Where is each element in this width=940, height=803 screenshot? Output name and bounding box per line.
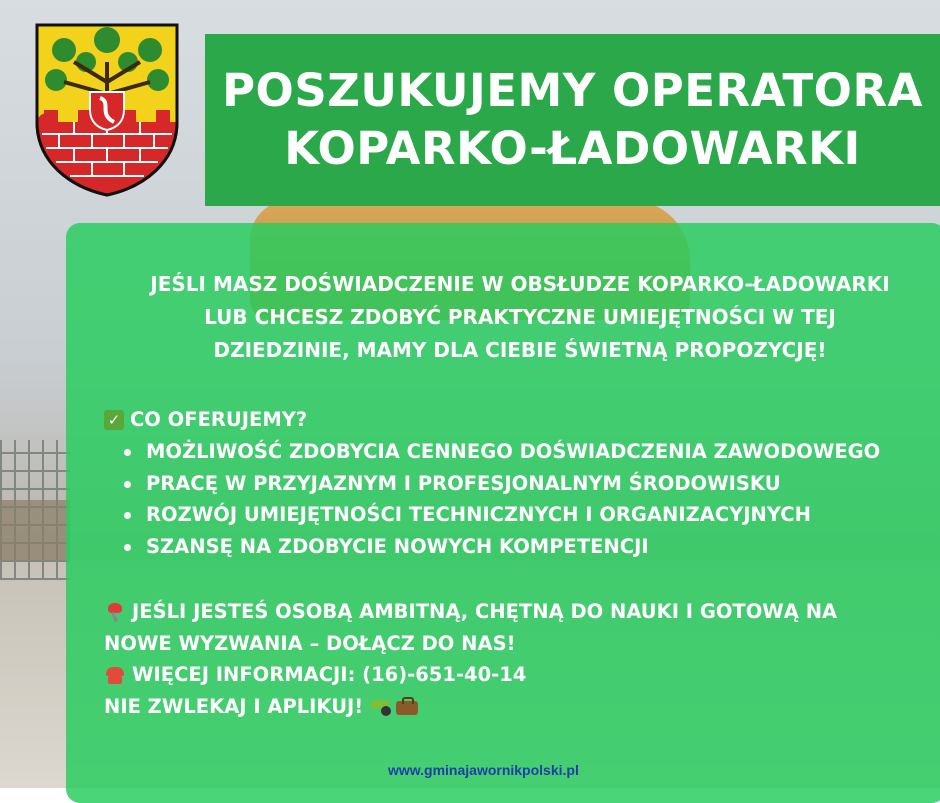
intro-line-3: DZIEDZINIE, MAMY DLA CIEBIE ŚWIETNĄ PROPOZYCJĘ! xyxy=(213,338,827,362)
title-line-2: KOPARKO-ŁADOWARKI xyxy=(284,122,861,175)
info-text: WIĘCEJ INFORMACJI: (16)-651-40-14 xyxy=(132,663,527,686)
tractor-icon xyxy=(369,696,393,716)
pushpin-icon xyxy=(104,601,126,623)
check-mark-icon: ✓ xyxy=(104,410,124,430)
cta-line-2: NOWE WYZWANIA – DOŁĄCZ DO NAS! xyxy=(104,631,516,655)
intro-text xyxy=(100,268,940,367)
background-debris xyxy=(0,500,70,560)
coat-of-arms-icon xyxy=(34,22,180,198)
list-item: SZANSĘ NA ZDOBYCIE NOWYCH KOMPETENCJI xyxy=(104,531,934,563)
cta-line-1 xyxy=(104,596,934,628)
list-item: MOŻLIWOŚĆ ZDOBYCIA CENNEGO DOŚWIADCZENIA ZAWODOWEGO xyxy=(104,436,934,468)
offer-list xyxy=(104,436,934,562)
info-line xyxy=(104,659,934,691)
offer-section xyxy=(104,404,934,562)
list-item: ROZWÓJ UMIEJĘTNOŚCI TECHNICZNYCH I ORGANIZACYJNYCH xyxy=(104,499,934,531)
intro-line-1: JEŚLI MASZ DOŚWIADCZENIE W OBSŁUDZE KOPARKO-ŁADOWARKI xyxy=(150,272,890,296)
apply-line xyxy=(104,691,934,723)
offer-heading xyxy=(104,404,934,436)
apply-text: NIE ZWLEKAJ I APLIKUJ! xyxy=(104,694,364,718)
title-line-1: POSZUKUJEMY OPERATORA xyxy=(222,64,923,117)
briefcase-icon xyxy=(395,696,419,716)
list-item: PRACĘ W PRZYJAZNYM I PROFESJONALNYM ŚRODOWISKU xyxy=(104,468,934,500)
website-link[interactable]: www.gminajawornikpolski.pl xyxy=(388,762,579,778)
cta-section xyxy=(104,596,934,722)
title-banner xyxy=(205,34,940,206)
cta-line-1-text: JEŚLI JESTEŚ OSOBĄ AMBITNĄ, CHĘTNĄ DO NAUKI I GOTOWĄ NA xyxy=(132,600,838,623)
telephone-icon xyxy=(104,665,126,685)
offer-heading-text: CO OFERUJEMY? xyxy=(130,408,308,431)
intro-line-2: LUB CHCESZ ZDOBYĆ PRAKTYCZNE UMIEJĘTNOŚCI W TEJ xyxy=(204,305,836,329)
